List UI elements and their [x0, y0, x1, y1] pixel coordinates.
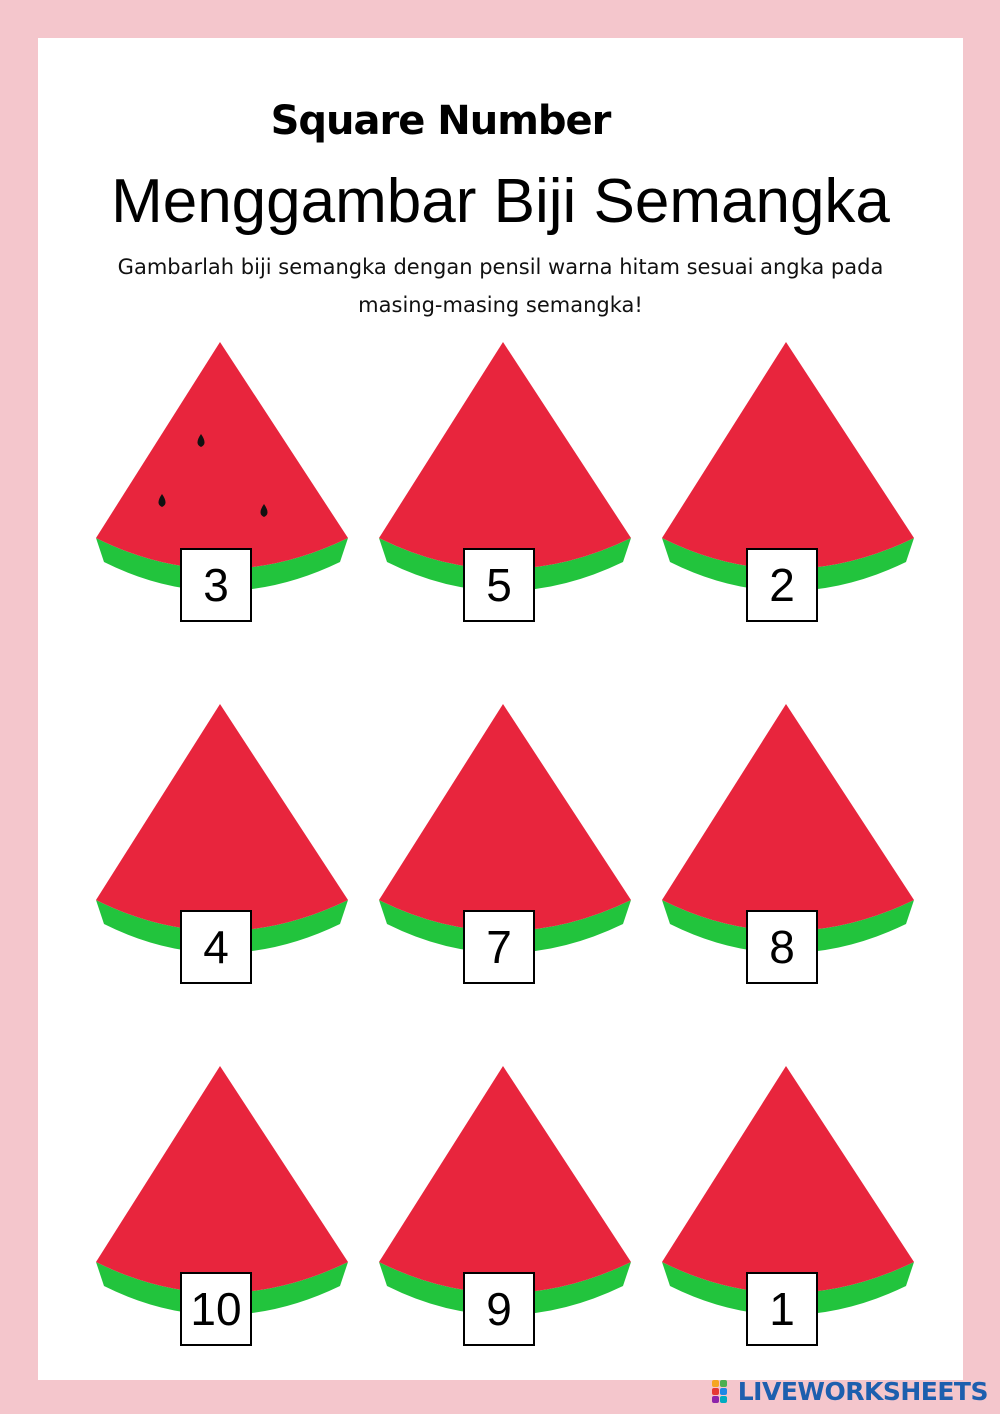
seed-count-box: 3 — [180, 548, 252, 622]
liveworksheets-brand[interactable] — [712, 1376, 988, 1406]
seed-count-box: 4 — [180, 910, 252, 984]
seed-count-box: 5 — [463, 548, 535, 622]
seed-count-box: 1 — [746, 1272, 818, 1346]
watermelon-slice[interactable] — [375, 700, 635, 1000]
watermelon-slice[interactable] — [92, 1062, 352, 1362]
watermelon-slice[interactable] — [658, 700, 918, 1000]
worksheet-eyebrow: Square Number — [270, 98, 611, 144]
liveworksheets-logo-icon — [712, 1380, 734, 1402]
seed-count-box: 10 — [180, 1272, 252, 1346]
watermelon-slice[interactable] — [375, 338, 635, 638]
worksheet-instruction: Gambarlah biji semangka dengan pensil warna hitam sesuai angka pada masing-masing semangka! — [117, 255, 884, 317]
watermelon-slice[interactable] — [375, 1062, 635, 1362]
watermelon-slice[interactable] — [658, 338, 918, 638]
seed-count-box: 2 — [746, 548, 818, 622]
watermelon-slice[interactable] — [92, 700, 352, 1000]
seed-count-box: 9 — [463, 1272, 535, 1346]
liveworksheets-label: LIVEWORKSHEETS — [737, 1376, 988, 1406]
seed-count-box: 8 — [746, 910, 818, 984]
seed-count-box: 7 — [463, 910, 535, 984]
worksheet-title: Menggambar Biji Semangka — [111, 167, 890, 236]
watermelon-slice[interactable] — [658, 1062, 918, 1362]
watermelon-slice[interactable] — [92, 338, 352, 638]
